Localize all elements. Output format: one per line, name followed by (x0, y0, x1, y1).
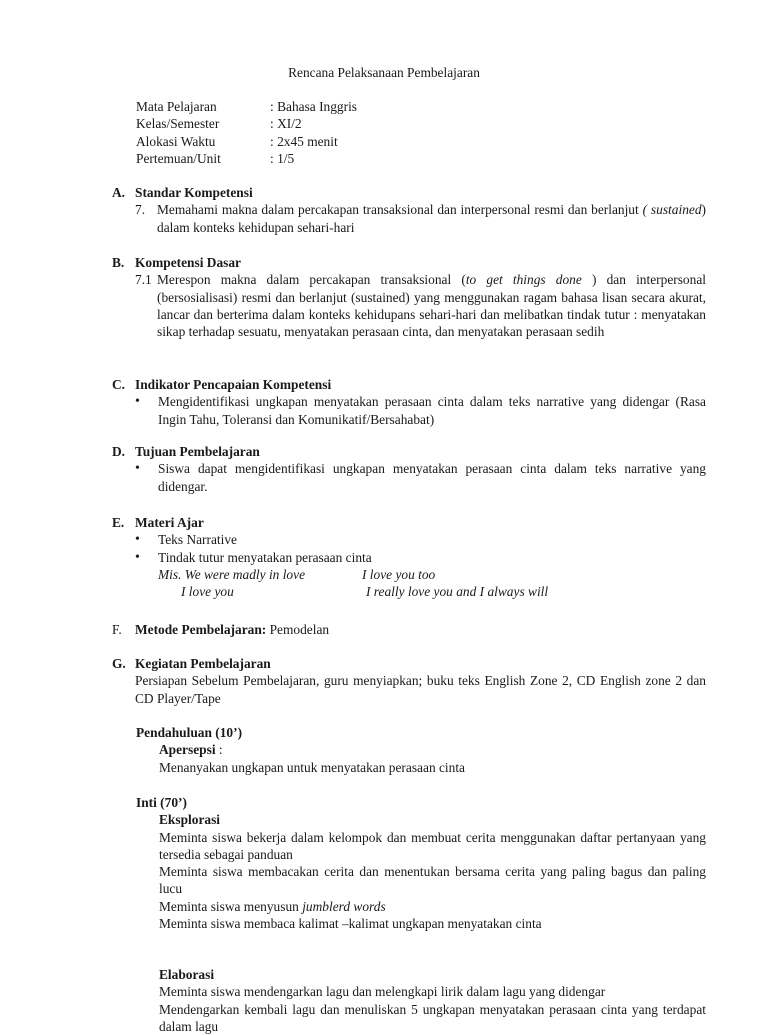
bullet-text: Siswa dapat mengidentifikasi ungkapan menyatakan perasaan cinta dalam teks narrative yang didengar. (158, 461, 706, 494)
section-title: Kegiatan Pembelajaran (135, 656, 271, 671)
meta-key: Pertemuan/Unit (136, 150, 221, 166)
text-run: Memahami makna dalam percakapan transaksional dan interpersonal resmi dan berlanjut (157, 202, 643, 218)
bullet-icon: • (135, 549, 140, 565)
bullet-icon: • (135, 394, 140, 410)
meta-value: : XI/2 (270, 116, 302, 132)
section-title: Metode Pembelajaran: (135, 622, 267, 637)
item-number: 7. (135, 202, 146, 218)
section-letter: B. (112, 255, 125, 270)
section-heading (112, 254, 706, 271)
text-run-italic: jumblerd words (302, 898, 386, 914)
section-value: Pemodelan (266, 622, 330, 637)
numbered-item (135, 201, 706, 236)
meta-key: Mata Pelajaran (136, 99, 217, 114)
section-letter: A. (112, 185, 126, 200)
inti-block (136, 794, 706, 932)
inti-heading: Inti (70’) (136, 795, 187, 810)
meta-table (136, 98, 357, 167)
apersepsi-label: Apersepsi (159, 742, 216, 758)
section-letter: C. (112, 377, 126, 392)
bullet-icon: • (135, 532, 140, 548)
meta-row (136, 150, 357, 167)
section-heading (112, 621, 706, 638)
bullet-item (135, 460, 706, 495)
elaborasi-item: Meminta siswa mendengarkan lagu dan melengkapi lirik dalam lagu yang didengar (159, 984, 606, 1000)
text-run: ) dalam konteks kehidupan sehari-hari (157, 202, 706, 235)
document-title: Rencana Pelaksanaan Pembelajaran (288, 65, 480, 80)
section-standar-kompetensi (112, 184, 706, 236)
bullet-text: Mengidentifikasi ungkapan menyatakan perasaan cinta dalam teks narrative yang didengar (Rasa Ingin Tahu, Toleransi dan Komunikatif/Bersahabat) (158, 394, 706, 427)
example-row (158, 566, 706, 583)
item-text (157, 271, 706, 340)
meta-row (136, 98, 357, 115)
text-run-italic: to get things done (465, 272, 582, 288)
elaborasi-heading: Elaborasi (159, 967, 215, 982)
section-indikator (112, 376, 706, 428)
text-run: Meminta siswa menyusun (159, 898, 303, 914)
example-left: I love you (181, 584, 234, 600)
section-heading (112, 514, 706, 531)
section-tujuan (112, 443, 706, 495)
section-title: Materi Ajar (135, 515, 204, 530)
example-right: I really love you and I always will (366, 584, 549, 600)
section-materi-ajar (112, 514, 706, 600)
meta-value: : Bahasa Inggris (270, 99, 358, 114)
section-intro: Persiapan Sebelum Pembelajaran, guru menyiapkan; buku teks English Zone 2, CD English zone 2 dan CD Player/Tape (135, 673, 706, 706)
example-right: I love you too (362, 566, 436, 582)
section-kompetensi-dasar (112, 254, 706, 340)
bullet-item (135, 549, 706, 566)
bullet-icon: • (135, 461, 140, 477)
eksplorasi-item: Meminta siswa membaca kalimat –kalimat ungkapan menyatakan cinta (159, 916, 542, 932)
bullet-text: Teks Narrative (158, 532, 237, 548)
section-heading (112, 184, 706, 201)
item-text (157, 201, 706, 236)
item-number: 7.1 (135, 272, 152, 288)
meta-value: : 2x45 menit (270, 133, 338, 149)
example-row (181, 583, 706, 600)
bullet-item (135, 531, 706, 548)
section-heading (112, 655, 706, 672)
meta-key: Alokasi Waktu (136, 133, 216, 149)
eksplorasi-heading: Eksplorasi (159, 812, 221, 828)
eksplorasi-item (159, 898, 706, 915)
pendahuluan-heading: Pendahuluan (10’) (136, 725, 243, 740)
section-heading (112, 376, 706, 393)
numbered-item (135, 271, 706, 340)
apersepsi-text: Menanyakan ungkapan untuk menyatakan perasaan cinta (159, 759, 466, 775)
bullet-item (135, 393, 706, 428)
eksplorasi-item: Meminta siswa membacakan cerita dan menentukan bersama cerita yang paling bagus dan paling lucu (159, 864, 706, 897)
section-letter: E. (112, 515, 125, 530)
section-heading (112, 443, 706, 460)
meta-key: Kelas/Semester (136, 116, 220, 132)
text-run: ) dan interpersonal (bersosialisasi) resmi dan berlanjut (sustained) yang menggunakan ragam bahasa lisan secara akurat, lancar dan berterima dalam konteks kehidupans sehari-hari dan melibatkan tindak tutur : menyatakan sikap terhadap sesuatu, menyatakan perasaan cinta, dan menyatakan perasaan sedih (157, 272, 706, 340)
section-title: Kompetensi Dasar (135, 255, 242, 270)
apersepsi-colon: : (215, 742, 223, 758)
section-letter: G. (112, 656, 126, 671)
section-metode (112, 621, 706, 638)
apersepsi-heading (159, 741, 706, 758)
eksplorasi-item: Meminta siswa bekerja dalam kelompok dan membuat cerita menggunakan daftar pertanyaan yang tersedia sebagai panduan (159, 829, 706, 862)
meta-row (136, 115, 357, 132)
pendahuluan-block (136, 724, 706, 776)
section-letter: F. (112, 622, 122, 637)
section-title: Standar Kompetensi (135, 185, 253, 200)
section-title: Indikator Pencapaian Kompetensi (135, 377, 332, 392)
section-kegiatan (112, 655, 706, 707)
section-letter: D. (112, 444, 126, 459)
elaborasi-block (136, 966, 706, 1035)
meta-value: : 1/5 (270, 150, 295, 166)
meta-row (136, 133, 357, 150)
text-run: Merespon makna dalam percakapan transaksional ( (157, 272, 466, 288)
section-title: Tujuan Pembelajaran (135, 444, 260, 459)
bullet-text: Tindak tutur menyatakan perasaan cinta (158, 549, 372, 565)
text-run-italic: ( sustained (642, 202, 702, 218)
elaborasi-item: Mendengarkan kembali lagu dan menuliskan 5 ungkapan menyatakan perasaan cinta yang terdapat dalam lagu (159, 1001, 706, 1034)
example-left: Mis. We were madly in love (158, 566, 306, 582)
